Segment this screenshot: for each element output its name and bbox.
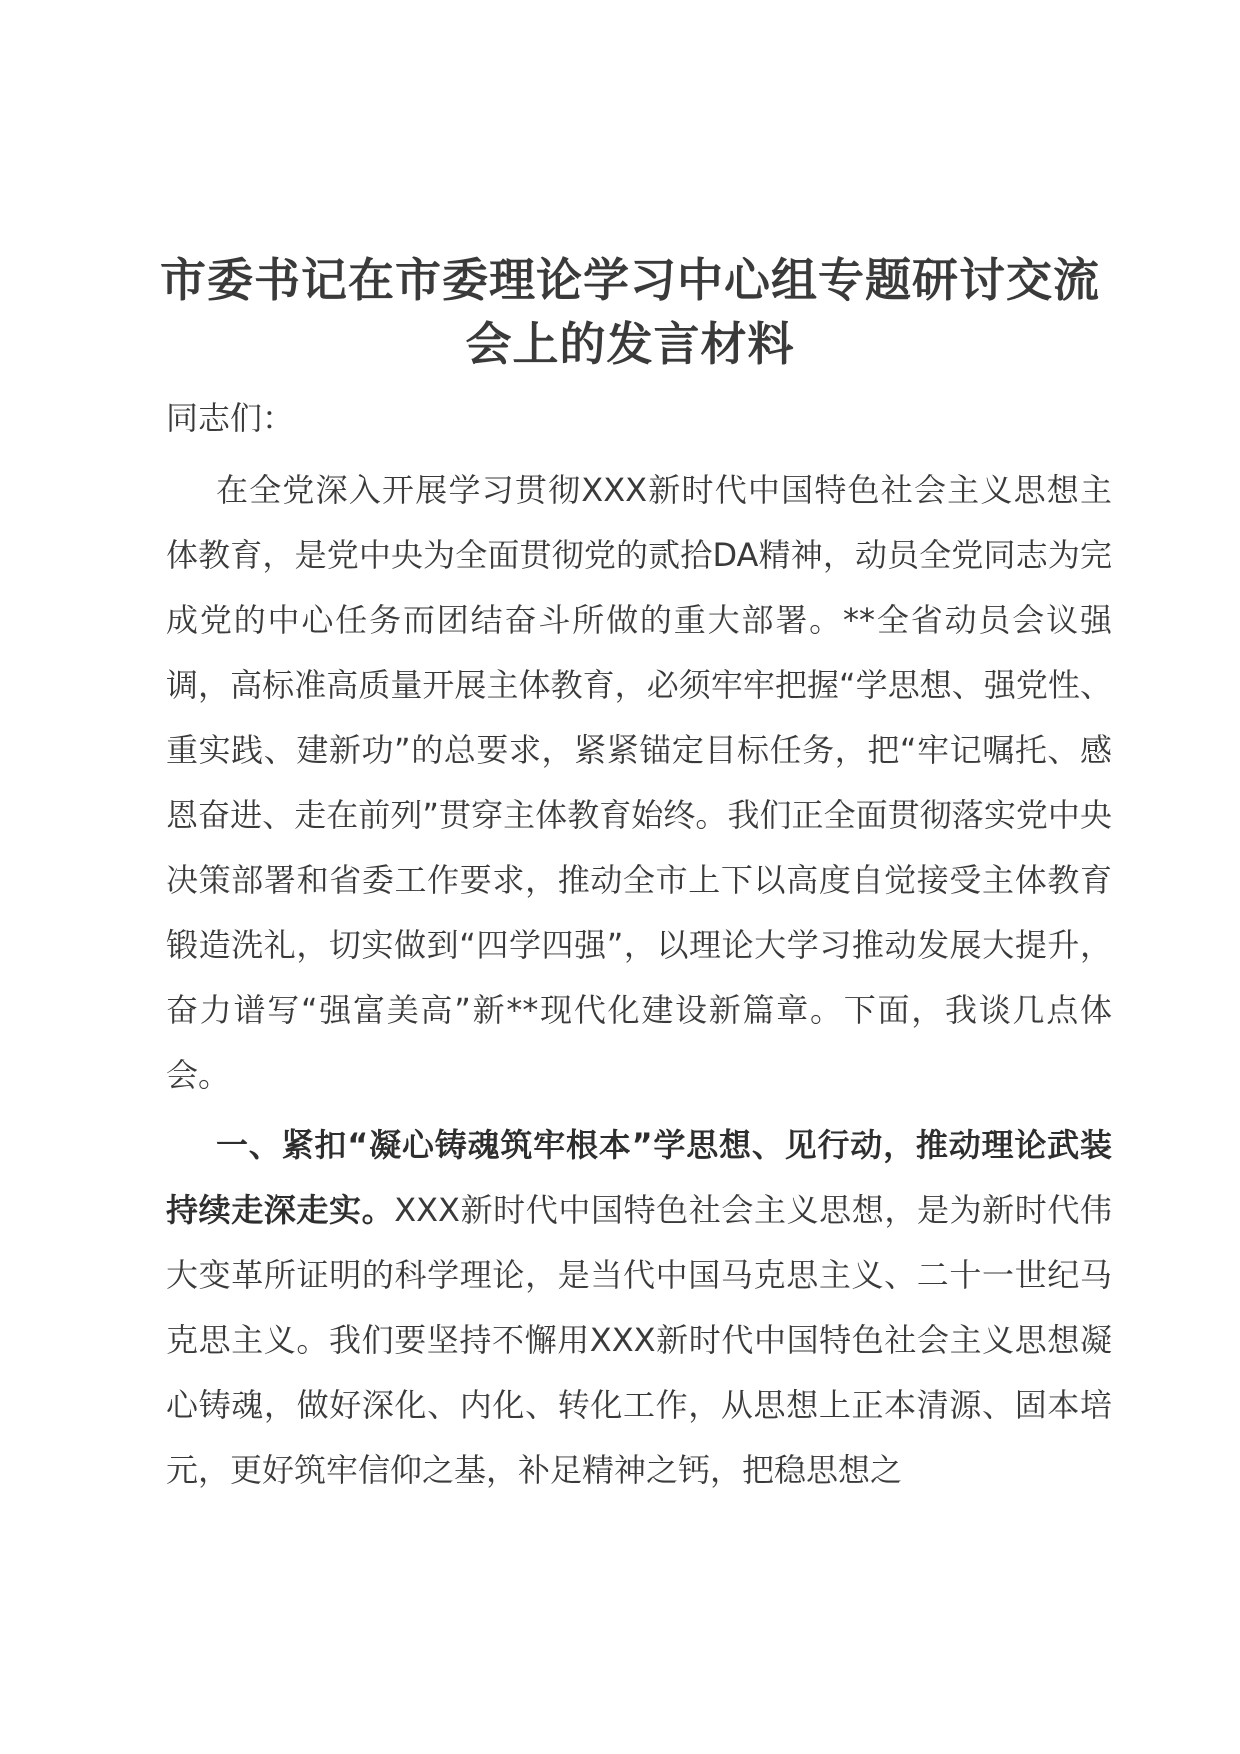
document-title: 市委书记在市委理论学习中心组专题研讨交流会上的发言材料 bbox=[160, 253, 1100, 371]
section-one-text: XXX新时代中国特色社会主义思想，是为新时代伟大变革所证明的科学理论，是当代中国马克思主义、二十一世纪马克思主义。我们要坚持不懈用XXX新时代中国特色社会主义思想凝心铸魂，做好深化、内化、转化工作，从思想上正本清源、固本培元，更好筑牢信仰之基，补足精神之钙，把稳思想之 bbox=[166, 1191, 1112, 1489]
paragraph-section-one bbox=[166, 1113, 1112, 1503]
section-one-heading: 一、紧扣“凝心铸魂筑牢根本”学思想、见行动，推动理论武装持续走深走实。 bbox=[166, 1126, 1112, 1229]
paragraph-intro bbox=[166, 458, 1112, 1108]
salutation: 同志们： bbox=[166, 399, 295, 437]
paragraph-intro-text: 在全党深入开展学习贯彻XXX新时代中国特色社会主义思想主体教育，是党中央为全面贯彻党的贰拾DA精神，动员全党同志为完成党的中心任务而团结奋斗所做的重大部署。**全省动员会议强调，高标准高质量开展主体教育，必须牢牢把握“学思想、强党性、重实践、建新功”的总要求，紧紧锚定目标任务，把“牢记嘱托、感恩奋进、走在前列”贯穿主体教育始终。我们正全面贯彻落实党中央决策部署和省委工作要求，推动全市上下以高度自觉接受主体教育锻造洗礼，切实做到“四学四强”，以理论大学习推动发展大提升，奋力谱写“强富美高”新**现代化建设新篇章。下面，我谈几点体会。 bbox=[166, 471, 1112, 1094]
